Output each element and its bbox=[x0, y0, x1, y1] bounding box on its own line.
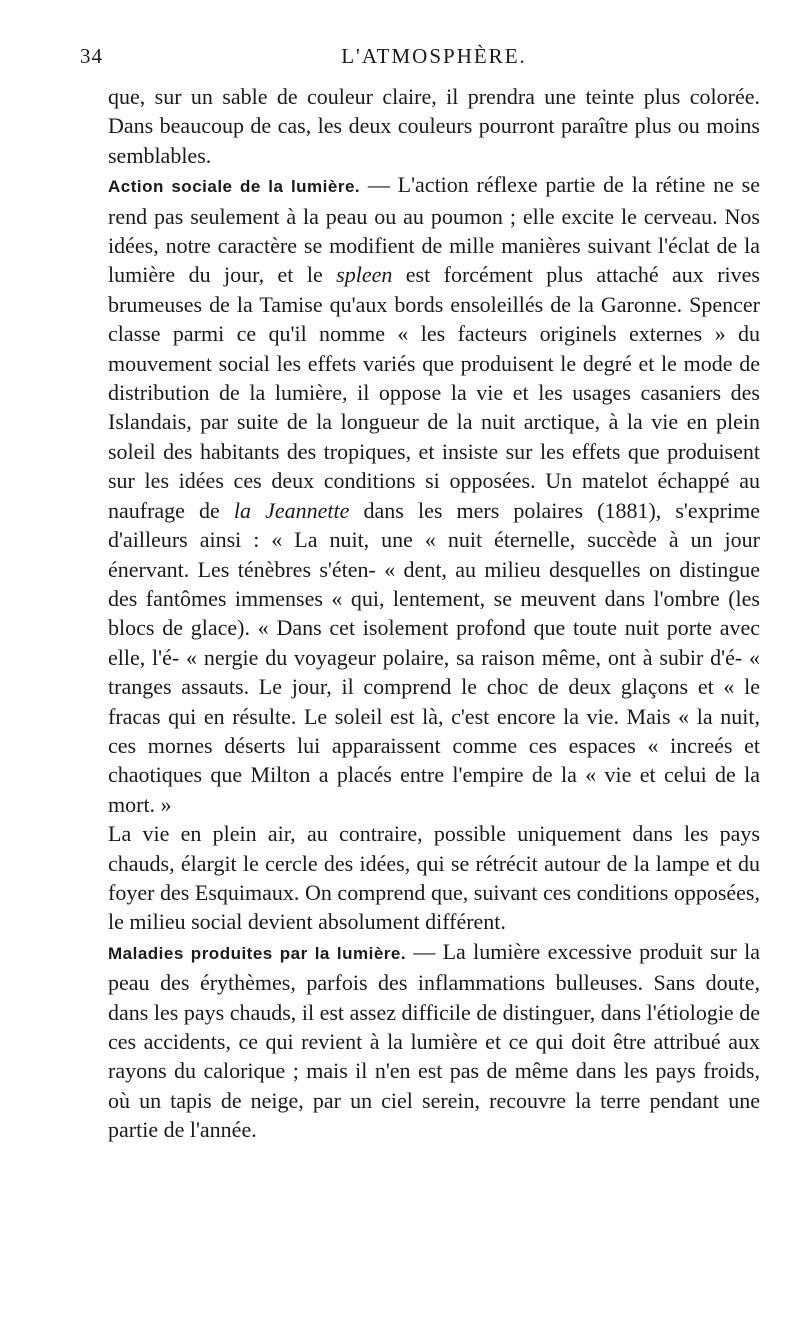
section-action-sociale bbox=[108, 170, 760, 819]
paragraph-vie-plein-air: La vie en plein air, au contraire, possible uniquement dans les pays chauds, élargit le cercle des idées, qui se rétrécit autour de la lampe et du foyer des Esquimaux. On comprend que, suivant ces conditions opposées, le milieu social devient absolument différent. bbox=[108, 821, 760, 935]
page-header bbox=[80, 44, 760, 76]
section-text-part-b: est forcément plus attaché aux rives brumeuses de la Tamise qu'aux bords ensoleillés de la Garonne. Spencer classe parmi ce qu'il nomme « les facteurs originels externes » du mouvement social les effets variés que produisent le degré et le mode de distribution de la lumière, il oppose la vie et les usages casaniers des Islandais, par suite de la longueur de la nuit arctique, à la vie en plein soleil des habitants des tropiques, et insiste sur les effets que produisent sur les idées ces deux conditions si opposées. Un matelot échappé au naufrage de bbox=[108, 262, 760, 523]
section-title-maladies: Maladies produites par la lumière. bbox=[108, 943, 407, 963]
page-number: 34 bbox=[80, 44, 103, 68]
body-text bbox=[108, 82, 760, 1145]
book-page bbox=[80, 44, 760, 1145]
italic-spleen: spleen bbox=[336, 262, 393, 288]
running-title: L'ATMOSPHÈRE. bbox=[341, 44, 527, 68]
section-text-part-a: — L'action réflexe partie de la rétine ne se rend pas seulement à la peau ou au poumon ; elle excite le cerveau. Nos idées, notre caractère se modifient de mille manières suivant l'éclat de la lumière du jour, et le bbox=[108, 172, 760, 288]
section-maladies bbox=[108, 937, 760, 1145]
section-text-maladies: — La lumière excessive produit sur la peau des érythèmes, parfois des inflammations bulleuses. Sans doute, dans les pays chauds, il est assez difficile de distinguer, dans l'étiologie de ces accidents, ce qui revient à la lumière et ce qui doit être attribué aux rayons du calorique ; mais il n'en est pas de même dans les pays froids, où un tapis de neige, par un ciel serein, recouvre la terre pendant une partie de l'année. bbox=[108, 938, 760, 1143]
italic-jeannette: la Jeannette bbox=[233, 497, 350, 523]
section-text-part-c: dans les mers polaires (1881), s'exprime d'ailleurs ainsi : « La nuit, une « nuit éternelle, succède à un jour énervant. Les ténèbres s'éten- « dent, au milieu desquelles on distingue des fantômes immenses « qui, lentement, se meuvent dans l'ombre (les blocs de glace). « Dans cet isolement profond que toute nuit porte avec elle, l'é- « nergie du voyageur polaire, sa raison même, ont à subir d'é- « tranges assauts. Le jour, il comprend le choc de deux glaçons et « le fracas qui en résulte. Le soleil est là, c'est encore la vie. Mais « la nuit, ces mornes déserts lui apparaissent comme ces espaces « increés et chaotiques que Milton a placés entre l'empire de la « vie et celui de la mort. » bbox=[108, 497, 760, 817]
paragraph-continued: que, sur un sable de couleur claire, il prendra une teinte plus colorée. Dans beaucoup de cas, les deux couleurs pourront paraître plus ou moins semblables. bbox=[108, 84, 760, 168]
section-title-action-sociale: Action sociale de la lumière. bbox=[108, 177, 361, 197]
